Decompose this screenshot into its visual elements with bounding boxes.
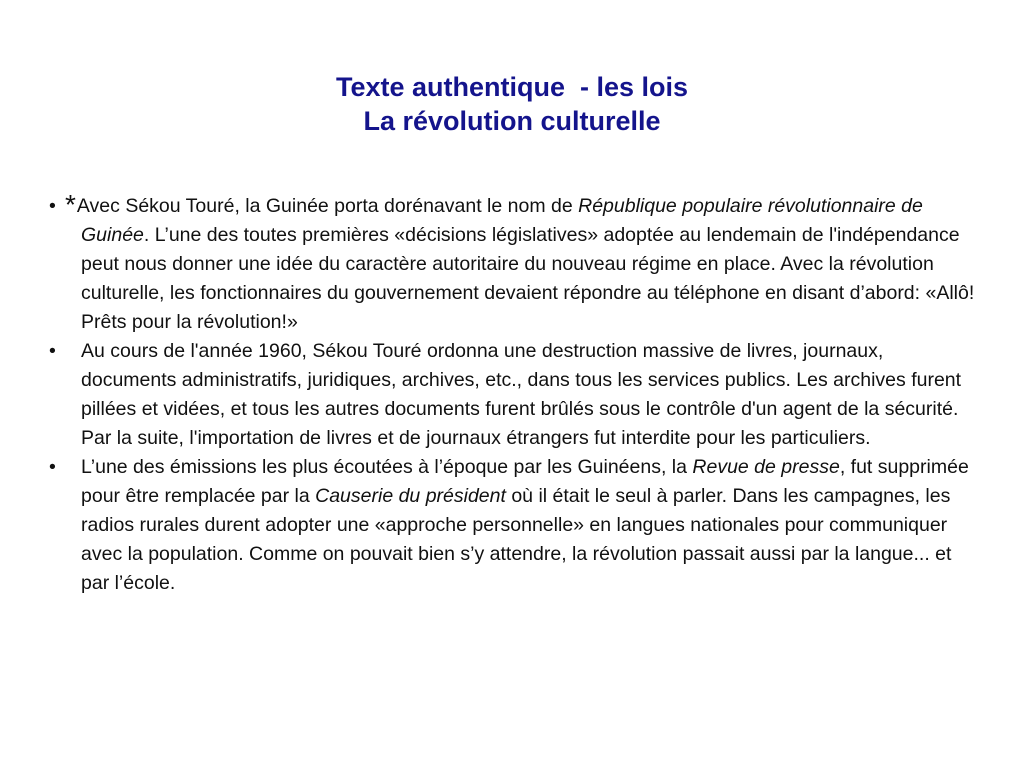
bullet3-text-1: L’une des émissions les plus écoutées à l’époque par les Guinéens, la [81, 456, 693, 478]
bullet1-italic-1: République populaire révolutionnaire de Guinée [81, 195, 923, 246]
bullet3-italic-2: Causerie du président [315, 485, 506, 507]
slide-title [0, 70, 1024, 138]
title-line-2: La révolution culturelle [363, 106, 661, 136]
title-line-1: Texte authentique - les lois [335, 72, 689, 102]
bullet3-italic-1: Revue de presse [692, 456, 840, 478]
bullet2-text-1: Au cours de l'année 1960, Sékou Touré ordonna une destruction massive de livres, journaux, documents administratifs, juridiques, archives, etc., dans tous les services publics. Les archives furent pillées et vidées, et tous les autres documents furent brûlés sous le contrôle d'un agent de la sécurité. Par la suite, l'importation de livres et de journaux étrangers fut interdite pour les particuliers. [81, 340, 962, 449]
asterisk-mark: * [65, 189, 76, 220]
bullet3-text-3: où il était le seul à parler. Dans les campagnes, les radios rurales durent adopter une «approche personnelle» en langues nationales pour communiquer avec la population. Comme on pouvait bien s’y attendre, la révolution passait aussi par la langue... et par l’école. [81, 485, 952, 594]
list-item [45, 337, 975, 453]
bullet-list [45, 189, 975, 598]
bullet1-text-1: Avec Sékou Touré, la Guinée porta dorénavant le nom de [76, 195, 579, 217]
bullet-dot: • [49, 195, 56, 217]
list-item [45, 189, 975, 337]
list-item [45, 453, 975, 598]
bullet3-text-2: , fut supprimée pour être remplacée par la [81, 456, 969, 507]
bullet-dot: • [49, 456, 56, 478]
bullet-dot: • [49, 340, 56, 362]
bullet1-text-2: . L’une des toutes premières «décisions législatives» adoptée au lendemain de l'indépendance peut nous donner une idée du caractère autoritaire du nouveau régime en place. Avec la révolution culturelle, les fonctionnaires du gouvernement devaient répondre au téléphone en disant d’abord: «Allô! Prêts pour la révolution!» [81, 224, 975, 333]
